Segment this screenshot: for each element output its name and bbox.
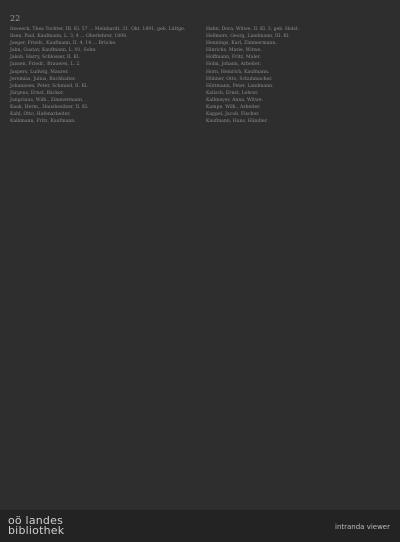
directory-entry: Jansen, Friedr., Brauerei, L. 2. xyxy=(10,62,81,68)
right-column xyxy=(206,27,392,126)
directory-entry: Jahn, Gustav, Kaufmann, L. 91, Sohn. xyxy=(10,48,97,54)
viewer-credit[interactable]: intranda viewer xyxy=(335,523,390,531)
directory-entry: Kahl, Otto, Hafenarbeiter. xyxy=(10,112,71,118)
directory-entry: Hinrichs, Marie, Witwe. xyxy=(206,48,262,54)
directory-entry: Jaeger, Friedr., Kaufmann, II. 4, 14 ... Brücke. xyxy=(10,41,117,47)
directory-entry: Hahn, Dora, Witwe, II. Kl. 3, geb. Holst. xyxy=(206,27,300,32)
logo-line-2: bibliothek xyxy=(8,524,65,537)
directory-entry: Kaufmann, Hans, Händler. xyxy=(206,119,268,125)
directory-entry: Kaak, Herm., Hausbesitzer, II. Kl. xyxy=(10,105,89,111)
directory-entry: Kalisch, Ernst, Lehrer. xyxy=(206,90,259,96)
directory-entry: Jaspers, Ludwig, Maurer. xyxy=(10,69,69,75)
directory-entry: Jakob, Harry, Schlosser, II. Kl. xyxy=(10,55,80,61)
directory-entry: Jungclaus, Wilh., Zimmermann. xyxy=(10,97,84,103)
directory-entry: Hellmers, Georg, Landmann, III. Kl. xyxy=(206,34,290,40)
directory-entry: Kappel, Jacob, Fischer. xyxy=(206,112,260,118)
directory-entry: Jeremias, Julius, Buchhalter. xyxy=(10,76,77,82)
viewer-footer xyxy=(0,510,400,542)
directory-entry: Kampe, Wilh., Arbeiter. xyxy=(206,105,261,111)
directory-entry: Ilsen, Paul, Kaufmann, L. 3, 4 ... Oberlehrer, 1898. xyxy=(10,34,128,40)
directory-entry: Hübner, Otto, Schuhmacher. xyxy=(206,76,273,82)
logo-line-1: oö landes xyxy=(8,514,64,527)
directory-entry: Hennings, Karl, Zimmermann. xyxy=(206,41,277,47)
directory-entry: Horn, Heinrich, Kaufmann. xyxy=(206,69,270,75)
directory-entry: Kalkmann, Fritz, Kaufmann. xyxy=(10,119,76,125)
directory-entry: Johannsen, Peter, Schmied, II. Kl. xyxy=(10,83,88,89)
page-number: 22 xyxy=(10,14,21,23)
library-logo[interactable] xyxy=(8,516,64,536)
directory-entry: Inweeck, Thea Tochter, III. Kl. 57 ... Meinhardt, 21. Okt. 1891, geb. Lüttge. xyxy=(10,27,186,32)
directory-entry: Kallmeyer, Anna, Witwe. xyxy=(206,97,264,103)
directory-entry: Hoffmann, Fritz, Maler. xyxy=(206,55,261,61)
directory-entry: Holm, Johann, Arbeiter. xyxy=(206,62,262,68)
left-column xyxy=(10,27,196,126)
directory-entry: Jürgens, Ernst, Bäcker. xyxy=(10,90,64,96)
directory-entry: Hüttmann, Peter, Landmann. xyxy=(206,83,274,89)
